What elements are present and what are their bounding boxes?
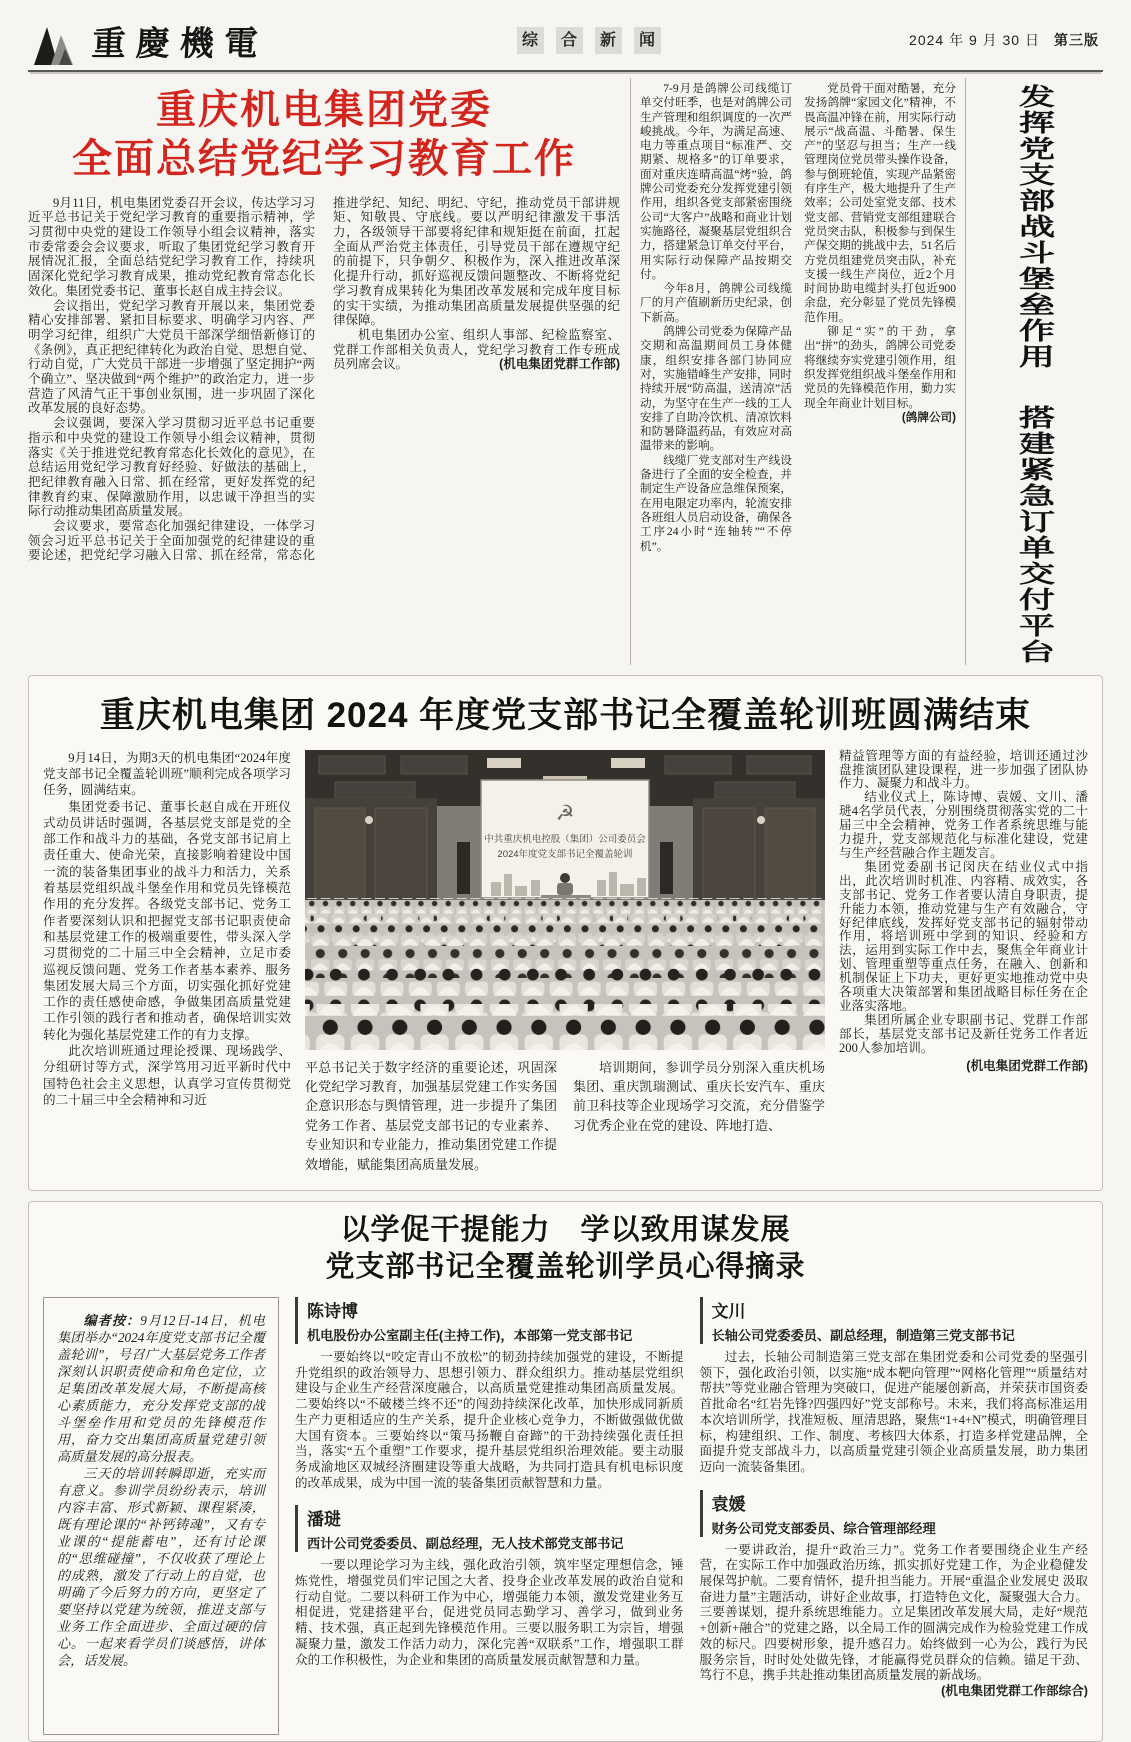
article1-headline: 重庆机电集团党委 全面总结党纪学习教育工作 <box>72 88 576 181</box>
training-class-photo <box>305 750 825 1050</box>
reflections-column-right <box>700 1297 1089 1735</box>
article-training-class <box>28 675 1103 1191</box>
article-party-discipline <box>28 78 620 665</box>
photo-banner-line2: 2024年度党支部书记全覆盖轮训 <box>497 848 633 860</box>
photo-banner-line1: 中共重庆机电控股（集团）公司委员会 <box>484 833 646 845</box>
article1-byline: (机电集团党群工作部) <box>499 357 620 372</box>
paragraph: 党员骨干面对酷暑，充分发扬鸽牌“家园文化”精神，不畏高温冲锋在前，用实际行动展示“战高温、斗酷暑、保生产”的坚忍与担当；生产一线管理岗位党员带头操作设备，参与倒班轮值，实现产品紧密有序生产，极大地提升了生产效率；公司处室党支部、技术党支部、营销党支部组建联合党员突击队，积极参与到保生产保交期的挑战中去，51名后方党员组建党员突击队，补充支援一线生产岗位，近2个月时间协助电缆封头打包近900余盘，充分彰显了党员先锋模范作用。 <box>804 82 956 324</box>
paragraph: 机电集团办公室、组织人事部、纪检监察室、党群工作部相关负责人，党纪学习教育工作专班成员列席会议。 (机电集团党群工作部) <box>333 327 620 372</box>
paragraph: 7-9月是鸽牌公司线缆订单交付旺季，也是对鸽牌公司生产管理和组织调度的一次严峻挑战。今年，为满足高速、电力等重点项目“标准严、交期紧、规格多”的订单要求，面对重庆连晴高温“烤”验，鸽牌公司党委充分发挥党建引领作用，组织各党支部紧密围绕公司“大客户”战略和商业计划实施路径，凝聚基层党组织合力，搭建紧急订单交付平台，用实际行动保障产品按期交付。 <box>640 82 792 281</box>
section-label <box>517 27 661 54</box>
section-char: 新 <box>595 27 622 54</box>
paragraph: 集团所属企业专职副书记、党群工作部部长，基层党支部书记及新任党务工作者近200人参加培训。 <box>839 1012 1088 1055</box>
article4-byline: (机电集团党群工作部综合) <box>941 1684 1088 1698</box>
article2-body <box>640 82 956 560</box>
section-char: 综 <box>517 27 544 54</box>
trainee-name: 潘琎 <box>307 1510 341 1530</box>
trainee-name: 袁媛 <box>711 1494 746 1514</box>
reflection-wenchuan <box>700 1297 1089 1476</box>
paragraph: 结业仪式上，陈诗博、袁媛、文川、潘琎4名学员代表，分别围绕贯彻落实党的二十届三中全会精神，党务工作者系统思维与能力提升，党支部规范化与标准化建设，党建与生产经营融合作主题发言。 <box>839 790 1088 861</box>
article3-below-photo-columns <box>305 1058 825 1180</box>
paragraph: 三天的培训转瞬即逝，充实而有意义。参训学员纷纷表示，培训内容丰富、形式新颖、课程紧凑，既有理论课的“补钙铸魂”，又有专业课的“提能蓄电”，还有讨论课的“思维碰撞”，不仅收获了理论上的成熟，激发了行动上的自觉，也明确了今后努力的方向，更坚定了要坚持以党建为统领，推进支部与业务工作全面进步、全面过硬的信心。一起来看学员们谈感悟，讲体会，话发展。 <box>57 1466 265 1669</box>
paragraph: 鸽牌公司党委为保障产品交期和高温期间员工身体健康，组织安排各部门协同应对，实施错峰生产安排，同时持续开展“防高温，送清凉”活动，为坚守在生产一线的工人安排了自助冷饮机、清凉饮料和防暑降温药品，有效应对高温带来的影响。 <box>640 325 792 453</box>
reflection-text: 一要始终以“咬定青山不放松”的韧劲持续加强党的建设，不断提升党组织的政治领导力、思想引领力、群众组织力。推动基层党组织建设与企业生产经营深度融合，以高质量党建推动集团高质量发展。二要始终以“不破楼兰终不还”的闯劲持续深化改革，加快形成同新质生产力更相适应的生产关系，提升企业核心竞争力，不断做强做优做大国有资本。三要始终以“策马扬鞭自奋蹄”的干劲持续强化责任担当，落实“五个重塑”工作要求，提升基层党组织治理效能。要主动服务成渝地区双城经济圈建设等重大战略，为共同打造具有机电标识度的改革成果，成为中国一流的装备集团贡献智慧和力量。 <box>295 1350 684 1490</box>
paragraph: 线缆厂党支部对生产线设备进行了全面的安全检查，并制定生产设备应急维保预案，在用电限定功率内，轮流安排各班组人员启动设备，确保各工序24小时“连轴转”“不停机”。 <box>640 453 792 553</box>
article3-layout <box>43 750 1088 1180</box>
article2-byline: (鸽牌公司) <box>901 410 956 424</box>
article3-byline: (机电集团党群工作部) <box>966 1058 1088 1073</box>
article2-vertical-headline: 发挥党支部战斗堡垒作用 搭建紧急订单交付平台 <box>1011 84 1053 665</box>
article-trainee-reflections <box>28 1201 1103 1742</box>
article-gepai-platform <box>630 78 966 665</box>
article2-vertical-headline-area <box>976 78 1088 665</box>
paragraph: 会议指出，党纪学习教育开展以来，集团党委精心安排部署、紧扣目标要求、明确学习内容、严明学习纪律，组织广大党员干部深学细悟新修订的《条例》，真正把纪律转化为政治自觉、思想自觉、行动自觉，广大党员干部进一步增强了坚定拥护“两个确立”、坚决做到“两个维护”的政治定力，进一步营造了风清气正干事创业氛围，进一步巩固了深化改革发展的良好态势。 <box>28 298 315 416</box>
section-char: 闻 <box>634 27 661 54</box>
newspaper-logo <box>32 16 268 65</box>
article3-right-column <box>839 750 1088 1180</box>
paragraph: 平总书记关于数字经济的重要论述，巩固深化党纪学习教育，加强基层党建工作实务国企意识形态与舆情管理，进一步提升了集团党务工作者、基层党支部书记的专业素养、专业知识和专业能力，推动集团党建工作提效增能，赋能集团高质量发展。 <box>305 1059 557 1172</box>
mountain-logo-icon <box>32 23 82 65</box>
trainee-role: 长轴公司党委委员、副总经理，制造第三党支部书记 <box>711 1328 1015 1344</box>
article3-left-column <box>43 750 291 1180</box>
trainee-role: 西计公司党委委员、副总经理，无人技术部党支部书记 <box>307 1536 624 1552</box>
paragraph: 培训期间，参训学员分别深入重庆机场集团、重庆凯瑞测试、重庆长安汽车、重庆前卫科技等企业现场学习交流，充分借鉴学习优秀企业在党的建设、阵地打造、 <box>573 1059 825 1133</box>
paragraph: 此次培训班通过理论授课、现场践学、分组研讨等方式，深学笃用习近平新时代中国特色社会主义思想，认真学习宣传贯彻党的二十届三中全会精神和习近 <box>43 1044 291 1107</box>
paragraph: 今年8月，鸽牌公司线缆厂的月产值刷新历史纪录，创下新高。 <box>640 282 792 324</box>
paragraph: 铆足“实”的干劲，拿出“拼”的劲头，鸽牌公司党委将继续夯实党建引领作用，组织发挥党组织战斗堡垒作用和党员的先锋模范作用，勤力实现全年商业计划目标。 (鸽牌公司) <box>804 325 956 424</box>
reflection-panjin <box>295 1505 684 1668</box>
paragraph: 会议强调，要深入学习贯彻习近平总书记重要指示和中央党的建设工作领导小组会议精神，贯彻落实《关于推进党纪教育常态化长效化的意见》，在总结运用党纪学习教育好经验、好做法的基础上，把纪律教育融入日常、抓在经常，更好发挥党的纪律教育约束、保障激励作用，以忠诚干净担当的实际行动推动集团高质量发展。 <box>28 416 315 519</box>
trainee-name: 陈诗博 <box>307 1302 358 1322</box>
top-section <box>28 78 1103 665</box>
article3-headline: 重庆机电集团 2024 年度党支部书记全覆盖轮训班圆满结束 <box>99 695 1032 735</box>
paragraph: 精益管理等方面的有益经验，培训还通过沙盘推演团队建设课程，进一步加强了团队协作力、凝聚力和战斗力。 <box>839 748 1088 791</box>
article1-body <box>28 196 620 576</box>
trainee-role: 机电股份办公室副主任(主持工作)，本部第一党支部书记 <box>307 1328 633 1344</box>
paragraph: 会议要求，要常态化加强纪律建设，一体学习领会习近平总书记关于全面加强党的纪律建设的重要论述，把党纪学习融入日常、抓在经常，常态化推进学纪、知纪、明纪、守纪，推动党员干部讲规矩、知敬畏、守底线。要以严明纪律激发干事活力，各级领导干部要将纪律和规矩挺在前面，扛起全面从严治党主体责任，引导党员干部在遵规守纪的前提下，只争朝夕、积极作为，深入推进改革深化提升行动，抓好巡视反馈问题整改、不断将党纪学习教育成果转化为集团改革发展和完成年度目标的实干实绩，为推动集团高质量发展提供坚强的纪律保障。 <box>28 195 620 563</box>
paragraph: 集团党委书记、董事长赵自成在开班仪式动员讲话时强调，各基层党支部是党的全部工作和战斗力的基础，各党支部书记肩上责任重大、使命光荣，直接影响着建设中国一流的装备集团事业的战斗力和活力，关系着基层党组织战斗堡垒作用和党员先锋模范作用的充分发挥。各级党支部书记、党务工作者要深刻认识和把握党支部书记职责使命和基层党建工作的极端重要性，带头深入学习贯彻党的二十届三中全会精神，立足市委巡视反馈问题、党务工作者基本素养、服务集团发展大局三个方面，切实强化抓好党建工作的责任感使命感，争做集团高质量党建工作引领的践行者和推动者，确保培训实效转化为强化基层党建工作的有力支撑。 <box>43 799 291 1042</box>
reflection-text: 一要讲政治，提升“政治三力”。党务工作者要围绕企业生产经营，在实际工作中加强政治历练，抓实抓好党建工作，为企业稳健发展保驾护航。二要育情怀，提升担当能力。开展“重温企业发展史 汲取奋进力量”主题活动，讲好企业故事，打造特色文化，凝聚强大合力。三要善谋划，提升系统思维能力。立足集团改革发展大局，走好“规范+创新+融合”的党建之路，以全局工作的圆满完成作为检验党建工作成效的标尺。四要树形象，提升感召力。始终做到一心为公，践行为民服务宗旨，时时处处做先锋，才能赢得党员群众的信赖。锚足干劲、笃行不息，携手共赴推动集团高质量发展的新战场。 (机电集团党群工作部综合) <box>699 1542 1088 1698</box>
reflections-column-left <box>295 1297 684 1735</box>
masthead-title: 重慶機電 <box>90 25 269 63</box>
masthead-bar <box>28 10 1103 72</box>
article4-headline: 以学促干提能力 学以致用谋发展 党支部书记全覆盖轮训学员心得摘录 <box>325 1213 806 1284</box>
trainee-role: 财务公司党支部委员、综合管理部经理 <box>711 1520 936 1536</box>
trainee-name: 文川 <box>711 1302 746 1322</box>
party-emblem-icon: ☭ <box>555 801 575 825</box>
reflection-yuanyuan <box>699 1490 1089 1698</box>
reflection-text: 过去，长轴公司制造第三党支部在集团党委和公司党委的坚强引领下，强化政治引领，以实施“成本靶向管理”“网格化管理”“质量结对帮扶”等党业融合管理为突破口，促进产能屡创新高，并荣获市国资委首批命名“红岩先锋?四强四好”党支部称号。未来，我们将高标准运用本次培训所学，找准短板、厘清思路，聚焦“1+4+N”模式，明确管理目标，构建组织、工作、制度、考核四大体系，打造多样党建品牌，全面提升党支部战斗力，以高质量党建引领企业高质量发展，助力集团迈向一流装备集团。 <box>699 1350 1088 1474</box>
article3-center-column <box>305 750 825 1180</box>
reflection-chenshibo <box>295 1297 684 1491</box>
date-edition: 2024 年 9 月 30 日 第三版 <box>909 32 1099 48</box>
paragraph: 编者按：9月12日-14日，机电集团举办“2024年度党支部书记全覆盖轮训”，号召广大基层党务工作者深刻认识职责使命和角色定位，立足集团改革发展大局，不断提高核心素质能力，充分发挥党支部的战斗堡垒作用和党员的先锋模范作用，奋力交出集团高质量党建引领高质量发展的高分报表。 <box>57 1313 265 1465</box>
paragraph: 集团党委副书记闵庆在结业仪式中指出，此次培训时机准、内容精、成效实，各支部书记、党务工作者要认清自身职责，提升能力本领，推动党建与生产有效融合，守好纪律底线，发挥好党支部书记的辐射带动作用，将培训班中学到的知识、经验和方法，运用到实际工作中去，聚焦全年商业计划、管理重塑等重点任务，在融入、创新和机制保证上下功夫，更好更实地推动党中央各项重大决策部署和集团战略目标任务在企业落实落地。 <box>839 859 1088 1013</box>
editor-note-box <box>43 1297 279 1735</box>
editor-note-label: 编者按： <box>83 1313 141 1329</box>
article4-layout <box>43 1297 1088 1735</box>
section-char: 合 <box>556 27 583 54</box>
paragraph: 9月14日，为期3天的机电集团“2024年度党支部书记全覆盖轮训班”顺利完成各项学习任务，圆满结束。 <box>43 750 291 798</box>
paragraph: 9月11日，机电集团党委召开会议，传达学习习近平总书记关于党纪学习教育的重要指示精神，学习贯彻中央党的建设工作领导小组会议精神，落实市委常委会会议要求，听取了集团党纪学习教育开展情况汇报，全面总结党纪学习教育工作，持续巩固深化党纪学习教育成果，推动党纪教育常态化长效化。集团党委书记、董事长赵自成主持会议。 <box>28 195 315 298</box>
reflection-text: 一要以理论学习为主线，强化政治引领，筑牢坚定理想信念，锤炼党性，增强党员们牢记国之大者、投身企业改革发展的政治自觉和行动自觉。二要以科研工作为中心，增强能力本领，激发党建业务互相促进，党建搭建平台，促进党员同志勤学习、善学习，做到业务精、技术强，真正起到先锋模范作用。三要以服务职工为宗旨，增强凝聚力量，激发工作活力动力，深化完善“双联系”工作，增强职工群众的工作积极性，为企业和集团的高质量发展贡献智慧和力量。 <box>295 1558 684 1667</box>
